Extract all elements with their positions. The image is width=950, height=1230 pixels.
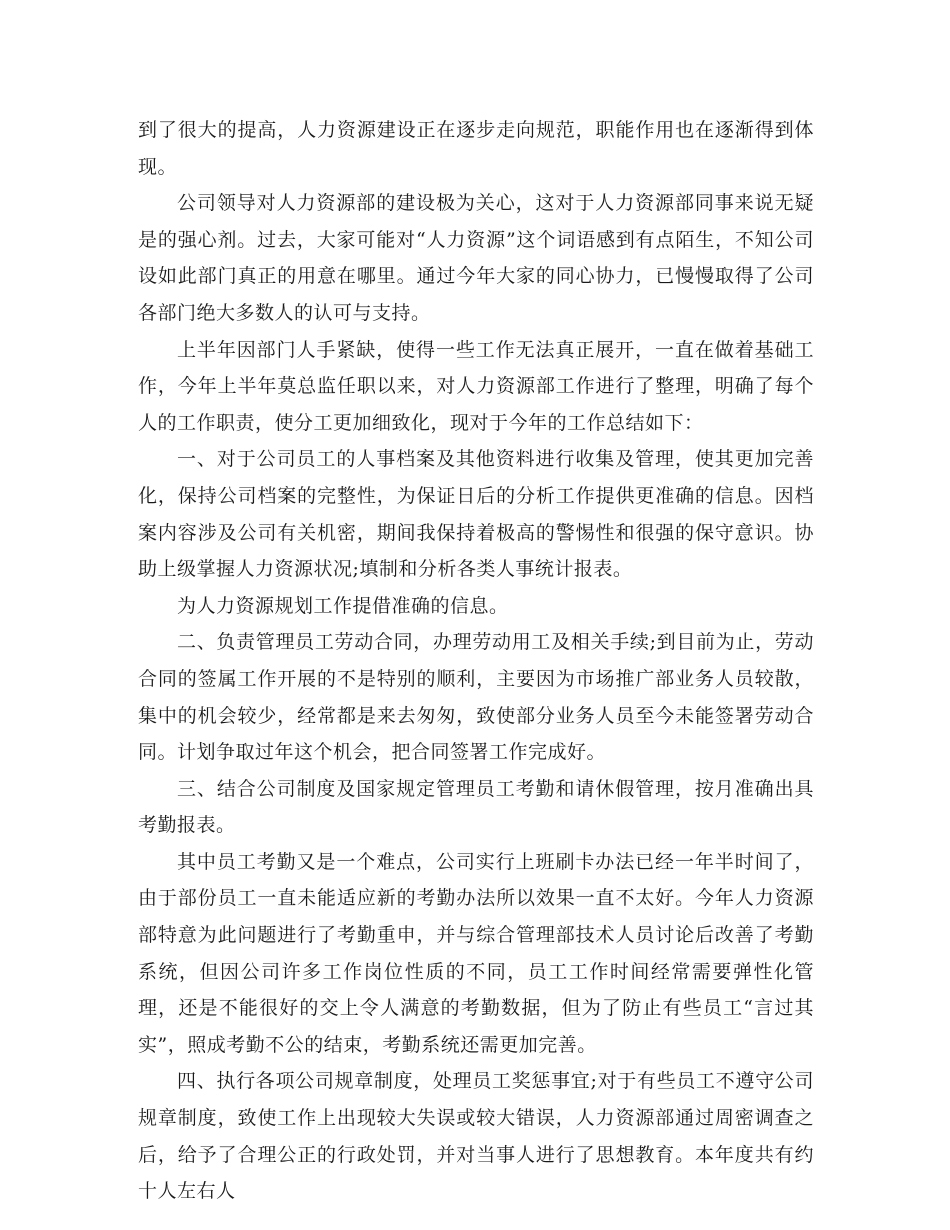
- paragraph-1: 到了很大的提高，人力资源建设正在逐步走向规范，职能作用也在逐渐得到体现。: [138, 119, 814, 178]
- paragraph-2: 公司领导对人力资源部的建设极为关心，这对于人力资源部同事来说无疑是的强心剂。过去，大家可能对“人力资源”这个词语感到有点陌生，不知公司设如此部门真正的用意在哪里。通过今年大家的同心协力，已慢慢取得了公司各部门绝大多数人的认可与支持。: [138, 192, 814, 324]
- paragraph-4: 一、对于公司员工的人事档案及其他资料进行收集及管理，使其更加完善化，保持公司档案的完整性，为保证日后的分析工作提供更准确的信息。因档案内容涉及公司有关机密，期间我保持着极高的警惕性和很强的保守意识。协助上级掌握人力资源状况;填制和分析各类人事统计报表。: [138, 448, 814, 581]
- paragraph-5: 为人力资源规划工作提借准确的信息。: [177, 594, 509, 617]
- paragraph-9: 四、执行各项公司规章制度，处理员工奖惩事宜;对于有些员工不遵守公司规章制度，致使工作上出现较大失误或较大错误，人力资源部通过周密调查之后，给予了合理公正的行政处罚，并对当事人进行了思想教育。本年度共有约十人左右人: [138, 1070, 814, 1203]
- paragraph-7: 三、结合公司制度及国家规定管理员工考勤和请休假管理，按月准确出具考勤报表。: [138, 777, 814, 837]
- paragraph-6: 二、负责管理员工劳动合同，办理劳动用工及相关手续;到目前为止，劳动合同的签属工作开展的不是特别的顺利，主要因为市场推广部业务人员较散，集中的机会较少，经常都是来去匆匆，致使部分业务人员至今未能签署劳动合同。计划争取过年这个机会，把合同签署工作完成好。: [138, 631, 814, 764]
- paragraph-3: 上半年因部门人手紧缺，使得一些工作无法真正展开，一直在做着基础工作，今年上半年莫总监任职以来，对人力资源部工作进行了整理，明确了每个人的工作职责，使分工更加细致化，现对于今年的工作总结如下：: [138, 338, 814, 434]
- paragraph-8: 其中员工考勤又是一个难点，公司实行上班刷卡办法已经一年半时间了，由于部份员工一直未能适应新的考勤办法所以效果一直不太好。今年人力资源部特意为此问题进行了考勤重申，并与综合管理部技术人员讨论后改善了考勤系统，但因公司许多工作岗位性质的不同，员工工作时间经常需要弹性化管理，还是不能很好的交上令人满意的考勤数据，但为了防止有些员工“言过其实”，照成考勤不公的结束，考勤系统还需更加完善。: [138, 850, 814, 1056]
- document-body: [138, 112, 814, 1210]
